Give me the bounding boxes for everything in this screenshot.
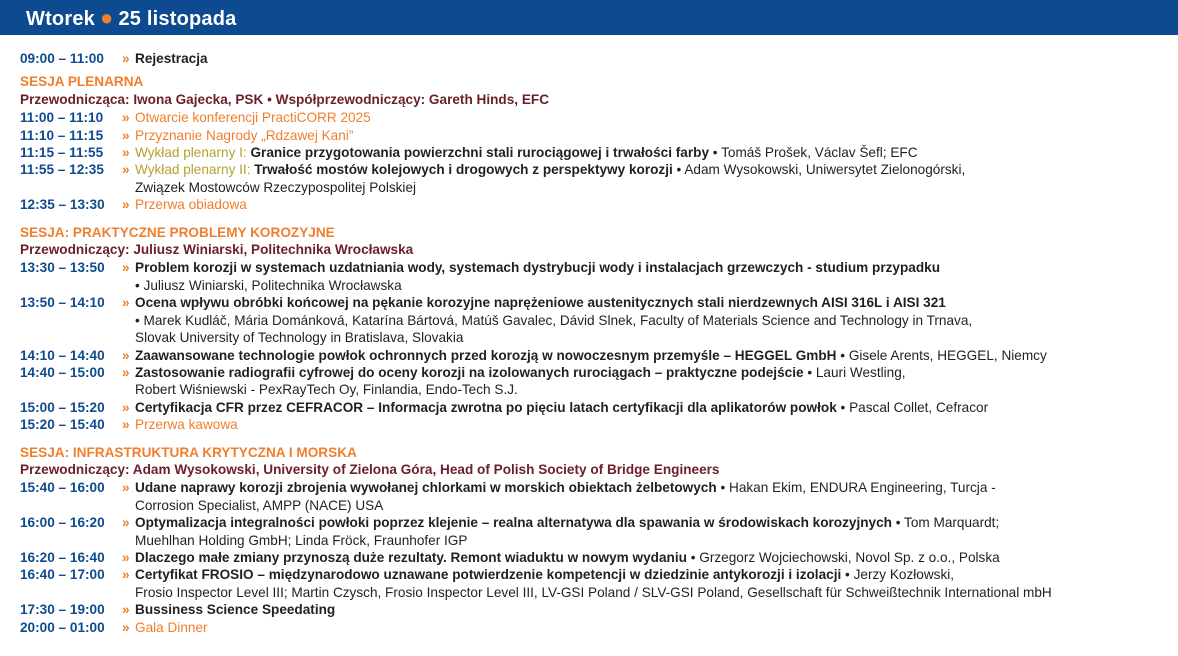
item-authors: Lauri Westling, [815, 364, 906, 380]
item-description [135, 259, 1178, 294]
agenda-row [20, 479, 1178, 514]
time-slot: 15:00 – 15:20 [20, 399, 105, 415]
time-slot: 09:00 – 11:00 [20, 51, 104, 66]
arrow-icon: » [122, 364, 130, 380]
time-slot: 20:00 – 01:00 [20, 619, 105, 635]
agenda-row [20, 127, 1178, 144]
item-title: Ocena wpływu obróbki końcowej na pękanie korozyjne naprężeniowe austenitycznych stali nierdzewnych AISI 316L i AISI 321 [135, 295, 946, 311]
item-description [135, 566, 1178, 601]
arrow-icon: » [122, 145, 130, 161]
day-header [0, 0, 1178, 35]
session-chair-practical: Przewodniczący: Juliusz Winiarski, Politechnika Wrocławska [20, 242, 414, 258]
item-title: Zastosowanie radiografii cyfrowej do oceny korozji na izolowanych rurociągach – praktyczne podejście [135, 364, 804, 380]
bullet-icon: • [845, 567, 850, 583]
item-title: Dlaczego małe zmiany przynoszą duże rezultaty. Remont wiaduktu w nowym wydaniu [135, 549, 687, 565]
bullet-icon: • [840, 399, 846, 415]
arrow-icon: » [122, 162, 130, 178]
agenda-row [20, 601, 1178, 618]
arrow-icon: » [122, 51, 130, 66]
item-description [135, 399, 1178, 416]
bullet-icon: • [135, 277, 140, 293]
arrow-icon: » [122, 110, 130, 126]
agenda-row [20, 161, 1178, 196]
session-title-infra: SESJA: INFRASTRUKTURA KRYTYCZNA I MORSKA [20, 444, 357, 460]
header-dot-icon: ● [99, 5, 114, 30]
agenda-row [20, 399, 1178, 416]
cochair: Współprzewodniczący: Gareth Hinds, EFC [275, 91, 550, 107]
item-title: Problem korozji w systemach uzdatniania wody, systemach dystrybucji wody i instalacjach grzewczych - studium przypadku [135, 260, 941, 276]
item-title: Trwałość mostów kolejowych i drogowych z perspektywy korozji [254, 162, 673, 178]
bullet-icon: • [135, 312, 140, 328]
time-slot: 16:20 – 16:40 [20, 549, 105, 565]
item-description [135, 294, 1178, 346]
item-title: Zaawansowane technologie powłok ochronnych przed korozją w nowoczesnym przemyśle – HEGGEL GmbH [135, 347, 837, 363]
arrow-icon: » [122, 295, 130, 311]
bullet-icon: • [895, 515, 901, 531]
item-title: Gala Dinner [135, 619, 208, 635]
item-description [135, 161, 1178, 196]
session-chairs-plenary [20, 91, 1178, 108]
item-description [135, 549, 1178, 566]
item-title: Granice przygotowania powierzchni stali rurociągowej i trwałości farby [250, 145, 710, 161]
item-title: Certyfikat FROSIO – międzynarodowo uznawane potwierdzenie kompetencji w dziedzinie antykorozji i izolacji [135, 567, 842, 583]
item-description [135, 514, 1178, 549]
schedule [0, 35, 1178, 636]
item-authors: Marek Kudláč, Mária Dománková, Katarína Bártová, Matúš Gavalec, Dávid Slnek, Faculty of Materials Science and Technology in Trnava, [143, 312, 973, 328]
item-authors-cont: Corrosion Specialist, AMPP (NACE) USA [135, 497, 384, 513]
item-title: Przerwa kawowa [135, 417, 238, 433]
lecture-label: Wykład plenarny II: [135, 162, 251, 178]
agenda-row [20, 259, 1178, 294]
bullet-icon: • [720, 480, 726, 496]
lecture-label: Wykład plenarny I: [135, 145, 247, 161]
agenda-row [20, 514, 1178, 549]
agenda-row [20, 294, 1178, 346]
item-authors-cont: Robert Wiśniewski - PexRayTech Oy, Finlandia, Endo-Tech S.J. [135, 382, 518, 398]
agenda-row-registration [20, 50, 1178, 67]
arrow-icon: » [122, 399, 130, 415]
bullet-icon: • [712, 145, 718, 161]
item-title: Otwarcie konferencji PractiCORR 2025 [135, 110, 371, 126]
arrow-icon: » [122, 417, 130, 433]
arrow-icon: » [122, 515, 130, 531]
time-slot: 17:30 – 19:00 [20, 602, 105, 618]
item-title: Certyfikacja CFR przez CEFRACOR – Informacja zwrotna po pięciu latach certyfikacji dla aplikatorów powłok [135, 399, 837, 415]
bullet-icon: • [840, 347, 846, 363]
time-slot: 14:10 – 14:40 [20, 347, 105, 363]
arrow-icon: » [122, 260, 130, 276]
item-authors: Jerzy Kozłowski, [853, 567, 955, 583]
item-title: Rejestracja [135, 51, 208, 66]
agenda-row [20, 549, 1178, 566]
agenda-row [20, 347, 1178, 364]
session-title-plenary: SESJA PLENARNA [20, 74, 144, 90]
item-authors-cont: Frosio Inspector Level III; Martin Czysch, Frosio Inspector Level III, LV-GSI Poland / SLV-GSI Poland, Gesellschaft für Schweißtechnik International mbH [135, 584, 1052, 600]
item-title: Bussiness Science Speedating [135, 602, 336, 618]
item-authors: Gisele Arents, HEGGEL, Niemcy [848, 347, 1047, 363]
bullet-icon: • [676, 162, 682, 178]
agenda-row [20, 109, 1178, 126]
bullet-icon: • [690, 549, 696, 565]
agenda-row [20, 619, 1178, 636]
day-date: 25 listopada [118, 8, 237, 30]
time-slot: 13:50 – 14:10 [20, 295, 105, 311]
item-description [135, 144, 1178, 161]
time-slot: 12:35 – 13:30 [20, 197, 105, 213]
item-title: Przyznanie Nagrody „Rdzawej Kani” [135, 127, 354, 143]
item-authors: Juliusz Winiarski, Politechnika Wrocławska [143, 277, 402, 293]
item-authors-cont: Slovak University of Technology in Bratislava, Slovakia [135, 330, 464, 346]
item-authors: Tom Marquardt; [904, 515, 1000, 531]
arrow-icon: » [122, 347, 130, 363]
time-slot: 16:00 – 16:20 [20, 515, 105, 531]
time-slot: 16:40 – 17:00 [20, 567, 105, 583]
item-authors: Tomáš Prošek, Václav Šefl; EFC [721, 145, 918, 161]
time-slot: 11:55 – 12:35 [20, 162, 104, 178]
item-title: Udane naprawy korozji zbrojenia wywołanej chlorkami w morskich obiektach żelbetowych [135, 480, 717, 496]
item-authors: Pascal Collet, Cefracor [849, 399, 989, 415]
item-authors-cont: Związek Mostowców Rzeczypospolitej Polskiej [135, 179, 417, 195]
time-slot: 15:40 – 16:00 [20, 480, 105, 496]
item-authors-cont: Muehlhan Holding GmbH; Linda Fröck, Fraunhofer IGP [135, 532, 468, 548]
agenda-row [20, 364, 1178, 399]
session-title-practical: SESJA: PRAKTYCZNE PROBLEMY KOROZYJNE [20, 224, 335, 240]
arrow-icon: » [122, 602, 130, 618]
session-chair-infra: Przewodniczący: Adam Wysokowski, University of Zielona Góra, Head of Polish Society of Bridge Engineers [20, 461, 720, 477]
agenda-row [20, 144, 1178, 161]
arrow-icon: » [122, 480, 130, 496]
item-title: Przerwa obiadowa [135, 197, 247, 213]
arrow-icon: » [122, 127, 130, 143]
item-description [135, 347, 1178, 364]
arrow-icon: » [122, 619, 130, 635]
item-description [135, 364, 1178, 399]
chair: Przewodnicząca: Iwona Gajecka, PSK [20, 91, 264, 107]
item-description [135, 479, 1178, 514]
time-slot: 13:30 – 13:50 [20, 260, 105, 276]
item-authors: Adam Wysokowski, Uniwersytet Zielonogórski, [684, 162, 966, 178]
time-slot: 11:00 – 11:10 [20, 110, 104, 126]
bullet-icon: • [267, 91, 272, 107]
agenda-row [20, 416, 1178, 433]
arrow-icon: » [122, 549, 130, 565]
time-slot: 11:15 – 11:55 [20, 145, 104, 161]
agenda-row [20, 196, 1178, 213]
arrow-icon: » [122, 197, 130, 213]
item-authors: Grzegorz Wojciechowski, Novol Sp. z o.o., Polska [699, 549, 1000, 565]
time-slot: 11:10 – 11:15 [20, 127, 104, 143]
item-title: Optymalizacja integralności powłoki poprzez klejenie – realna alternatywa dla spawania w środowiskach korozyjnych [135, 515, 892, 531]
time-slot: 15:20 – 15:40 [20, 417, 105, 433]
time-slot: 14:40 – 15:00 [20, 364, 105, 380]
arrow-icon: » [122, 567, 130, 583]
bullet-icon: • [807, 364, 813, 380]
agenda-row [20, 566, 1178, 601]
item-authors: Hakan Ekim, ENDURA Engineering, Turcja - [729, 480, 996, 496]
day-name: Wtorek [26, 8, 95, 30]
